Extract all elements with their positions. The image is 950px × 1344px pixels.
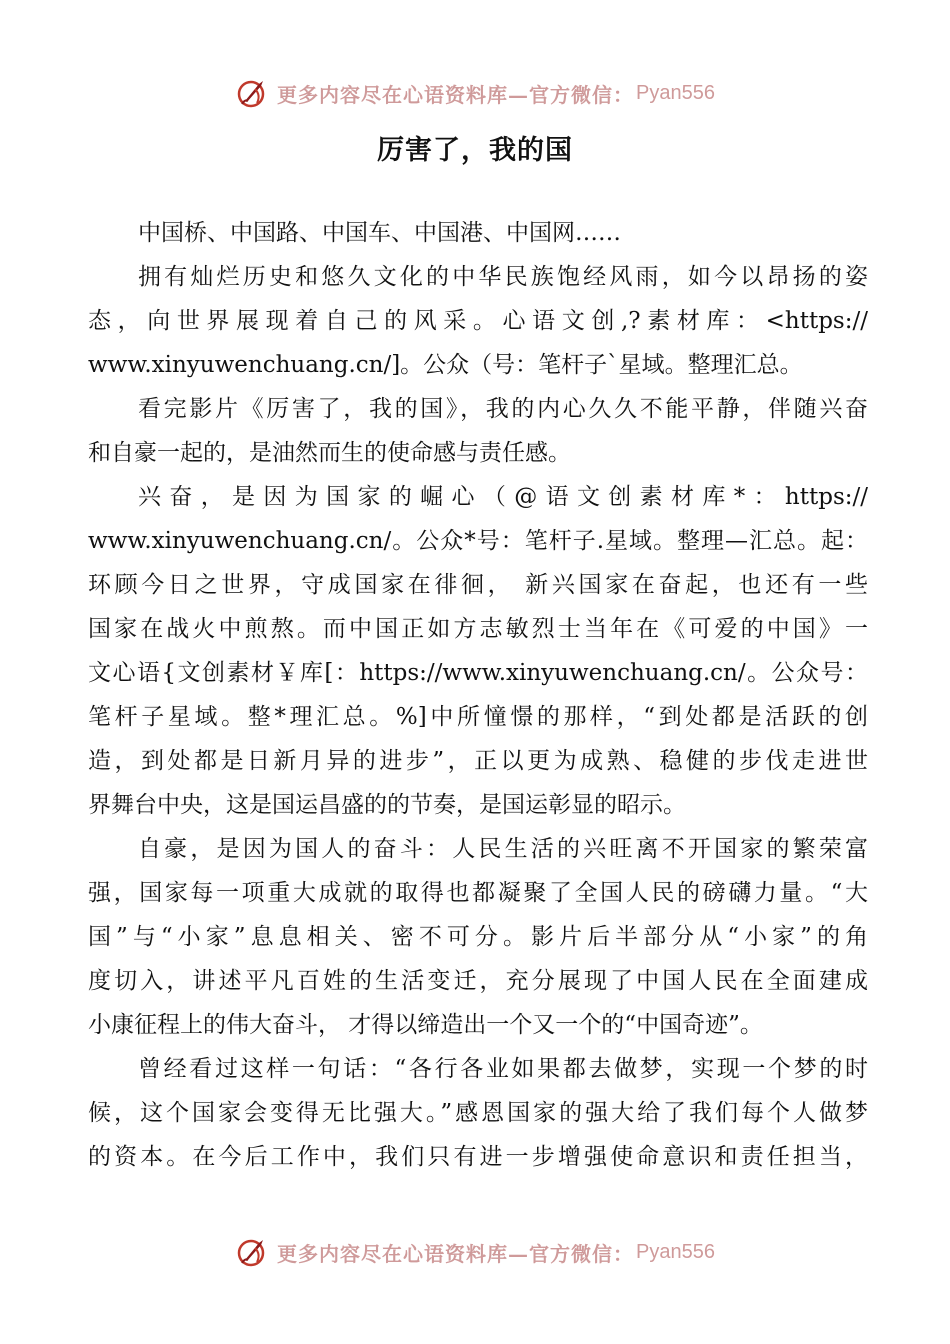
- text-line: 态，向世界展现着自己的风采。心语文创,?素材库：<https://: [88, 308, 868, 334]
- text-line: 和自豪一起的，是油然而生的使命感与责任感。: [88, 440, 571, 466]
- text-line: 的资本。在今后工作中，我们只有进一步增强使命意识和责任担当，: [88, 1144, 868, 1170]
- text-line: 度切入，讲述平凡百姓的生活变迁，充分展现了中国人民在全面建成: [88, 968, 868, 994]
- watermark-wechat-id: Pyan556: [636, 81, 715, 104]
- text-line: 看完影片《厉害了，我的国》，我的内心久久不能平静，伴随兴奋: [138, 396, 868, 422]
- text-line: 自豪，是因为国人的奋斗：人民生活的兴旺离不开国家的繁荣富: [138, 836, 868, 862]
- text-line: 文心语{文创素材￥库[：https://www.xinyuwenchuang.cn/。公众号：: [88, 660, 868, 686]
- watermark-footer: [0, 1232, 950, 1272]
- text-line: 环顾今日之世界，守成国家在徘徊， 新兴国家在奋起，也还有一些: [88, 572, 868, 598]
- text-line: 拥有灿烂历史和悠久文化的中华民族饱经风雨，如今以昂扬的姿: [138, 264, 868, 290]
- text-line: 国家在战火中煎熬。而中国正如方志敏烈士当年在《可爱的中国》一: [88, 616, 868, 642]
- text-line: 小康征程上的伟大奋斗， 才得以缔造出一个又一个的“中国奇迹”。: [88, 1012, 763, 1038]
- text-line: 笔杆子星域。整*理汇总。%]中所憧憬的那样，“到处都是活跃的创: [88, 704, 868, 730]
- article-body: [88, 211, 868, 1179]
- text-line: 曾经看过这样一句话：“各行各业如果都去做梦，实现一个梦的时: [138, 1056, 868, 1082]
- text-line: 国”与“小家”息息相关、密不可分。影片后半部分从“小家”的角: [88, 924, 868, 950]
- text-line: 兴奋，是因为国家的崛心（@语文创素材库*：https://: [138, 484, 868, 510]
- document-title: 厉害了，我的国: [377, 135, 573, 166]
- pen-logo-icon: [235, 75, 271, 111]
- text-line: 界舞台中央，这是国运昌盛的的节奏，是国运彰显的昭示。: [88, 792, 686, 818]
- watermark-header: [0, 73, 950, 113]
- watermark-wechat-id: Pyan556: [636, 1240, 715, 1263]
- text-line: www.xinyuwenchuang.cn/]。公众（号：笔杆子`星域。整理汇总。: [88, 352, 803, 378]
- text-line: 候，这个国家会变得无比强大。”感恩国家的强大给了我们每个人做梦: [88, 1100, 868, 1126]
- pen-logo-icon: [235, 1234, 271, 1270]
- text-line: 强，国家每一项重大成就的取得也都凝聚了全国人民的磅礴力量。“大: [88, 880, 868, 906]
- text-line: www.xinyuwenchuang.cn/。公众*号：笔杆子.星域。整理—汇总。起：: [88, 528, 868, 554]
- text-line: 造，到处都是日新月异的进步”，正以更为成熟、稳健的步伐走进世: [88, 748, 868, 774]
- watermark-text: 更多内容尽在心语资料库—官方微信：: [277, 82, 635, 107]
- text-line: 中国桥、中国路、中国车、中国港、中国网……: [138, 220, 621, 246]
- watermark-text: 更多内容尽在心语资料库—官方微信：: [277, 1241, 635, 1266]
